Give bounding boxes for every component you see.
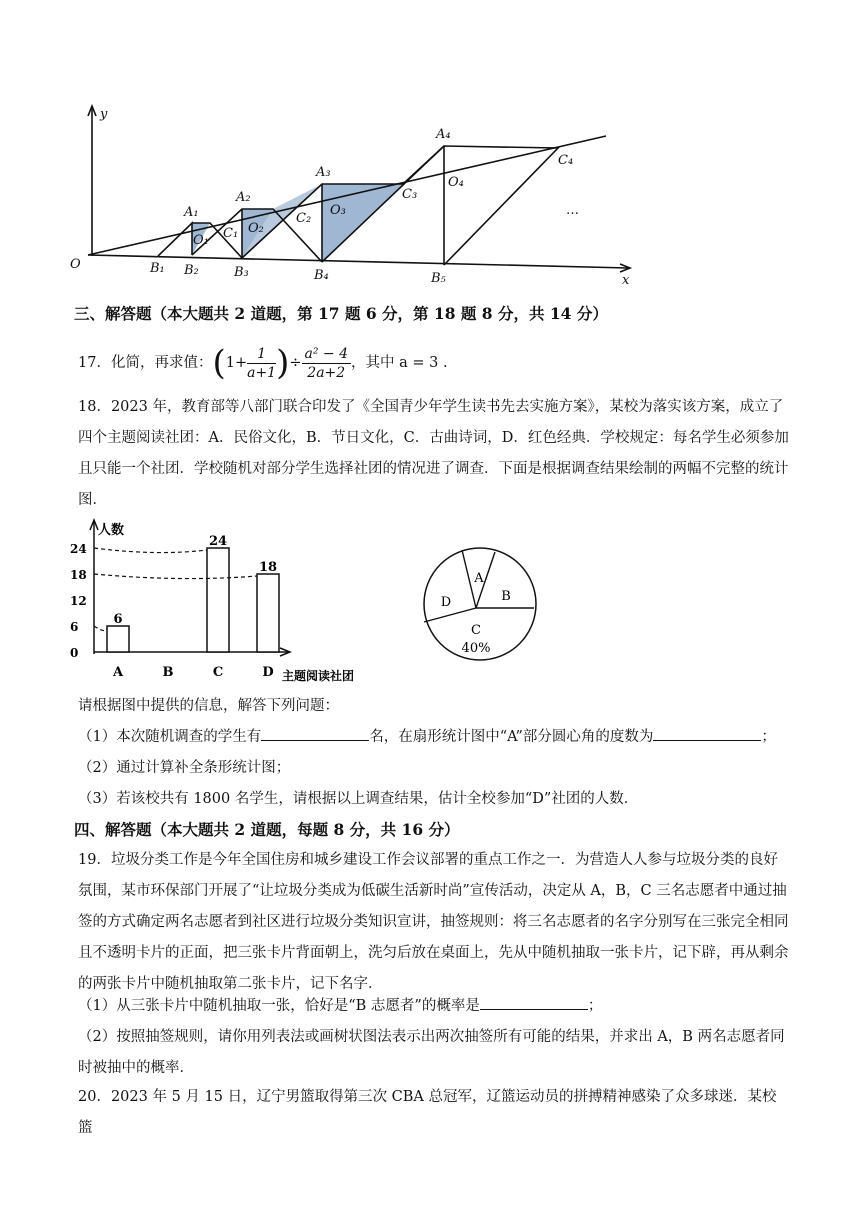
bar-category-label: A	[112, 665, 124, 680]
label-c3: C₃	[402, 187, 418, 202]
bar-category-label: D	[262, 665, 274, 680]
label-o2: O₂	[248, 221, 264, 236]
fraction-2-numerator: a² − 4	[302, 345, 352, 364]
answer-blank-angle[interactable]	[653, 726, 761, 741]
section3-heading: 三、解答题（本大题共 2 道题，第 17 题 6 分，第 18 题 8 分，共 14 分）	[74, 304, 608, 323]
question-19-text: 19．垃圾分类工作是今年全国住房和城乡建设工作会议部署的重点工作之一．为营造人人参与垃圾分类的良好氛围，某市环保部门开展了“让垃圾分类成为低碳生活新时尚”宣传活动，决定从 A，B，C 三名志愿者中通过抽签的方式确定两名志愿者到社区进行垃圾分类知识宣讲，抽签规则：将三名志愿者的名字分别写在三张完全相同且不透明卡片的正面，把三张卡片背面朝上，洗匀后放在桌面上，先从中随机抽取一张卡片，记下辟，再从剩余的两张卡片中随机抽取第二张卡片，记下名字．	[78, 852, 789, 992]
pie-percentage: 40%	[461, 641, 491, 656]
q18-sub1-part-a: （1）本次随机调查的学生有	[78, 729, 262, 745]
section4-heading: 四、解答题（本大题共 2 道题，每题 8 分，共 16 分）	[74, 820, 460, 839]
q19-sub1	[78, 991, 790, 1022]
x-axis	[88, 255, 628, 268]
bar-y-tick: 6	[70, 620, 79, 634]
q18-sub2: （2）通过计算补全条形统计图；	[78, 760, 291, 776]
bar-data-label: 6	[113, 612, 123, 627]
pie-label: C	[471, 623, 481, 638]
label-c1: C₁	[223, 226, 239, 241]
label-b1: B₁	[150, 261, 165, 276]
fraction-2-denominator: 2a+2	[307, 364, 346, 381]
label-b2: B₂	[184, 263, 199, 278]
question-20-text: 20．2023 年 5 月 15 日，辽宁男篮取得第三次 CBA 总冠军，辽篮运动员的拼搏精神感染了众多球迷．某校篮	[78, 1089, 777, 1136]
paren-close: )	[276, 343, 290, 383]
fraction-1-denominator: a+1	[247, 364, 277, 381]
bar	[107, 626, 129, 652]
geometry-figure	[60, 96, 650, 292]
bar-data-label: 18	[258, 560, 278, 575]
x-axis-label: x	[622, 273, 630, 288]
q17-fraction-1	[247, 345, 276, 382]
q18-prompt: 请根据图中提供的信息，解答下列问题：	[78, 698, 339, 714]
label-o4: O₄	[448, 175, 464, 190]
question-18-text: 18．2023 年，教育部等八部门联合印发了《全国青少年学生读书先去实施方案》，某校为落实该方案，成立了四个主题阅读社团：A．民俗文化，B．节日文化，C．古曲诗词，D．红色经典．学校规定：每名学生必须参加且只能一个社团．学校随机对部分学生选择社团的情况进了调查．下面是根据调查结果绘制的两幅不完整的统计图．	[78, 399, 789, 508]
bar-x-label: 主题阅读社团	[282, 669, 355, 683]
label-o3: O₃	[330, 203, 346, 218]
label-c4: C₄	[558, 153, 574, 168]
q18-sub3: （3）若该校共有 1800 名学生，请根据以上调查结果，估计全校参加“D”社团的人数．	[78, 791, 639, 807]
pie-label: D	[440, 595, 452, 610]
label-o1: O₁	[193, 233, 209, 248]
bar-y-label: 人数	[98, 523, 125, 538]
answer-blank-students[interactable]	[261, 726, 369, 741]
bar-y-tick: 24	[70, 542, 87, 556]
fraction-1-numerator: 1	[247, 345, 276, 364]
bar-category-label: C	[212, 665, 224, 680]
bar-guide-line	[94, 548, 207, 553]
bar-chart	[60, 518, 380, 690]
q18-sub1-part-b: 名，在扇形统计图中“A”部分圆心角的度数为	[369, 729, 654, 745]
q19-sub2: （2）按照抽签规则，请你用列表法或画树状图法表示出两次抽签所有可能的结果，并求出 A，B 两名志愿者同时被抽中的概率．	[78, 1029, 785, 1076]
bar	[207, 548, 229, 652]
answer-blank-probability[interactable]	[480, 995, 588, 1010]
segment-b1-a1	[158, 223, 192, 256]
pie-label: B	[501, 589, 511, 604]
pie-chart	[410, 538, 560, 670]
q17-fraction-2	[302, 345, 352, 382]
y-axis-label: y	[100, 107, 108, 122]
label-c2: C₂	[296, 211, 312, 226]
figure-ellipsis: …	[566, 203, 579, 218]
label-b4: B₄	[314, 268, 329, 283]
bar-y-tick: 18	[70, 568, 87, 582]
q17-suffix: ，其中 a = 3 .	[351, 355, 448, 371]
q19-sub1-part-a: （1）从三张卡片中随机抽取一张，恰好是“B 志愿者”的概率是	[78, 998, 480, 1014]
label-b5: B₅	[431, 271, 446, 286]
pie-label: A	[474, 571, 484, 586]
label-b3: B₃	[234, 265, 249, 280]
paren-open: (	[212, 343, 226, 383]
origin-label: O	[70, 257, 81, 272]
q18-sub1	[78, 722, 790, 753]
q17-divide: ÷	[289, 355, 302, 371]
question-17	[78, 343, 790, 383]
bar-guide-line	[94, 626, 107, 631]
label-a4: A₄	[436, 127, 451, 142]
q19-sub1-part-b: ；	[587, 998, 603, 1014]
q18-sub1-part-c: ；	[761, 729, 776, 745]
q17-one-plus: 1+	[225, 355, 248, 371]
bar-y-tick: 0	[70, 646, 79, 660]
label-a2: A₂	[236, 190, 251, 205]
label-a3: A₃	[316, 165, 331, 180]
bar-y-tick: 12	[70, 594, 87, 608]
bar	[257, 574, 279, 652]
label-a1: A₁	[184, 205, 199, 220]
q17-prefix: 17．化简，再求值：	[78, 355, 213, 371]
bar-category-label: B	[162, 665, 174, 680]
bar-guide-line	[94, 574, 257, 579]
bar-data-label: 24	[208, 534, 228, 549]
